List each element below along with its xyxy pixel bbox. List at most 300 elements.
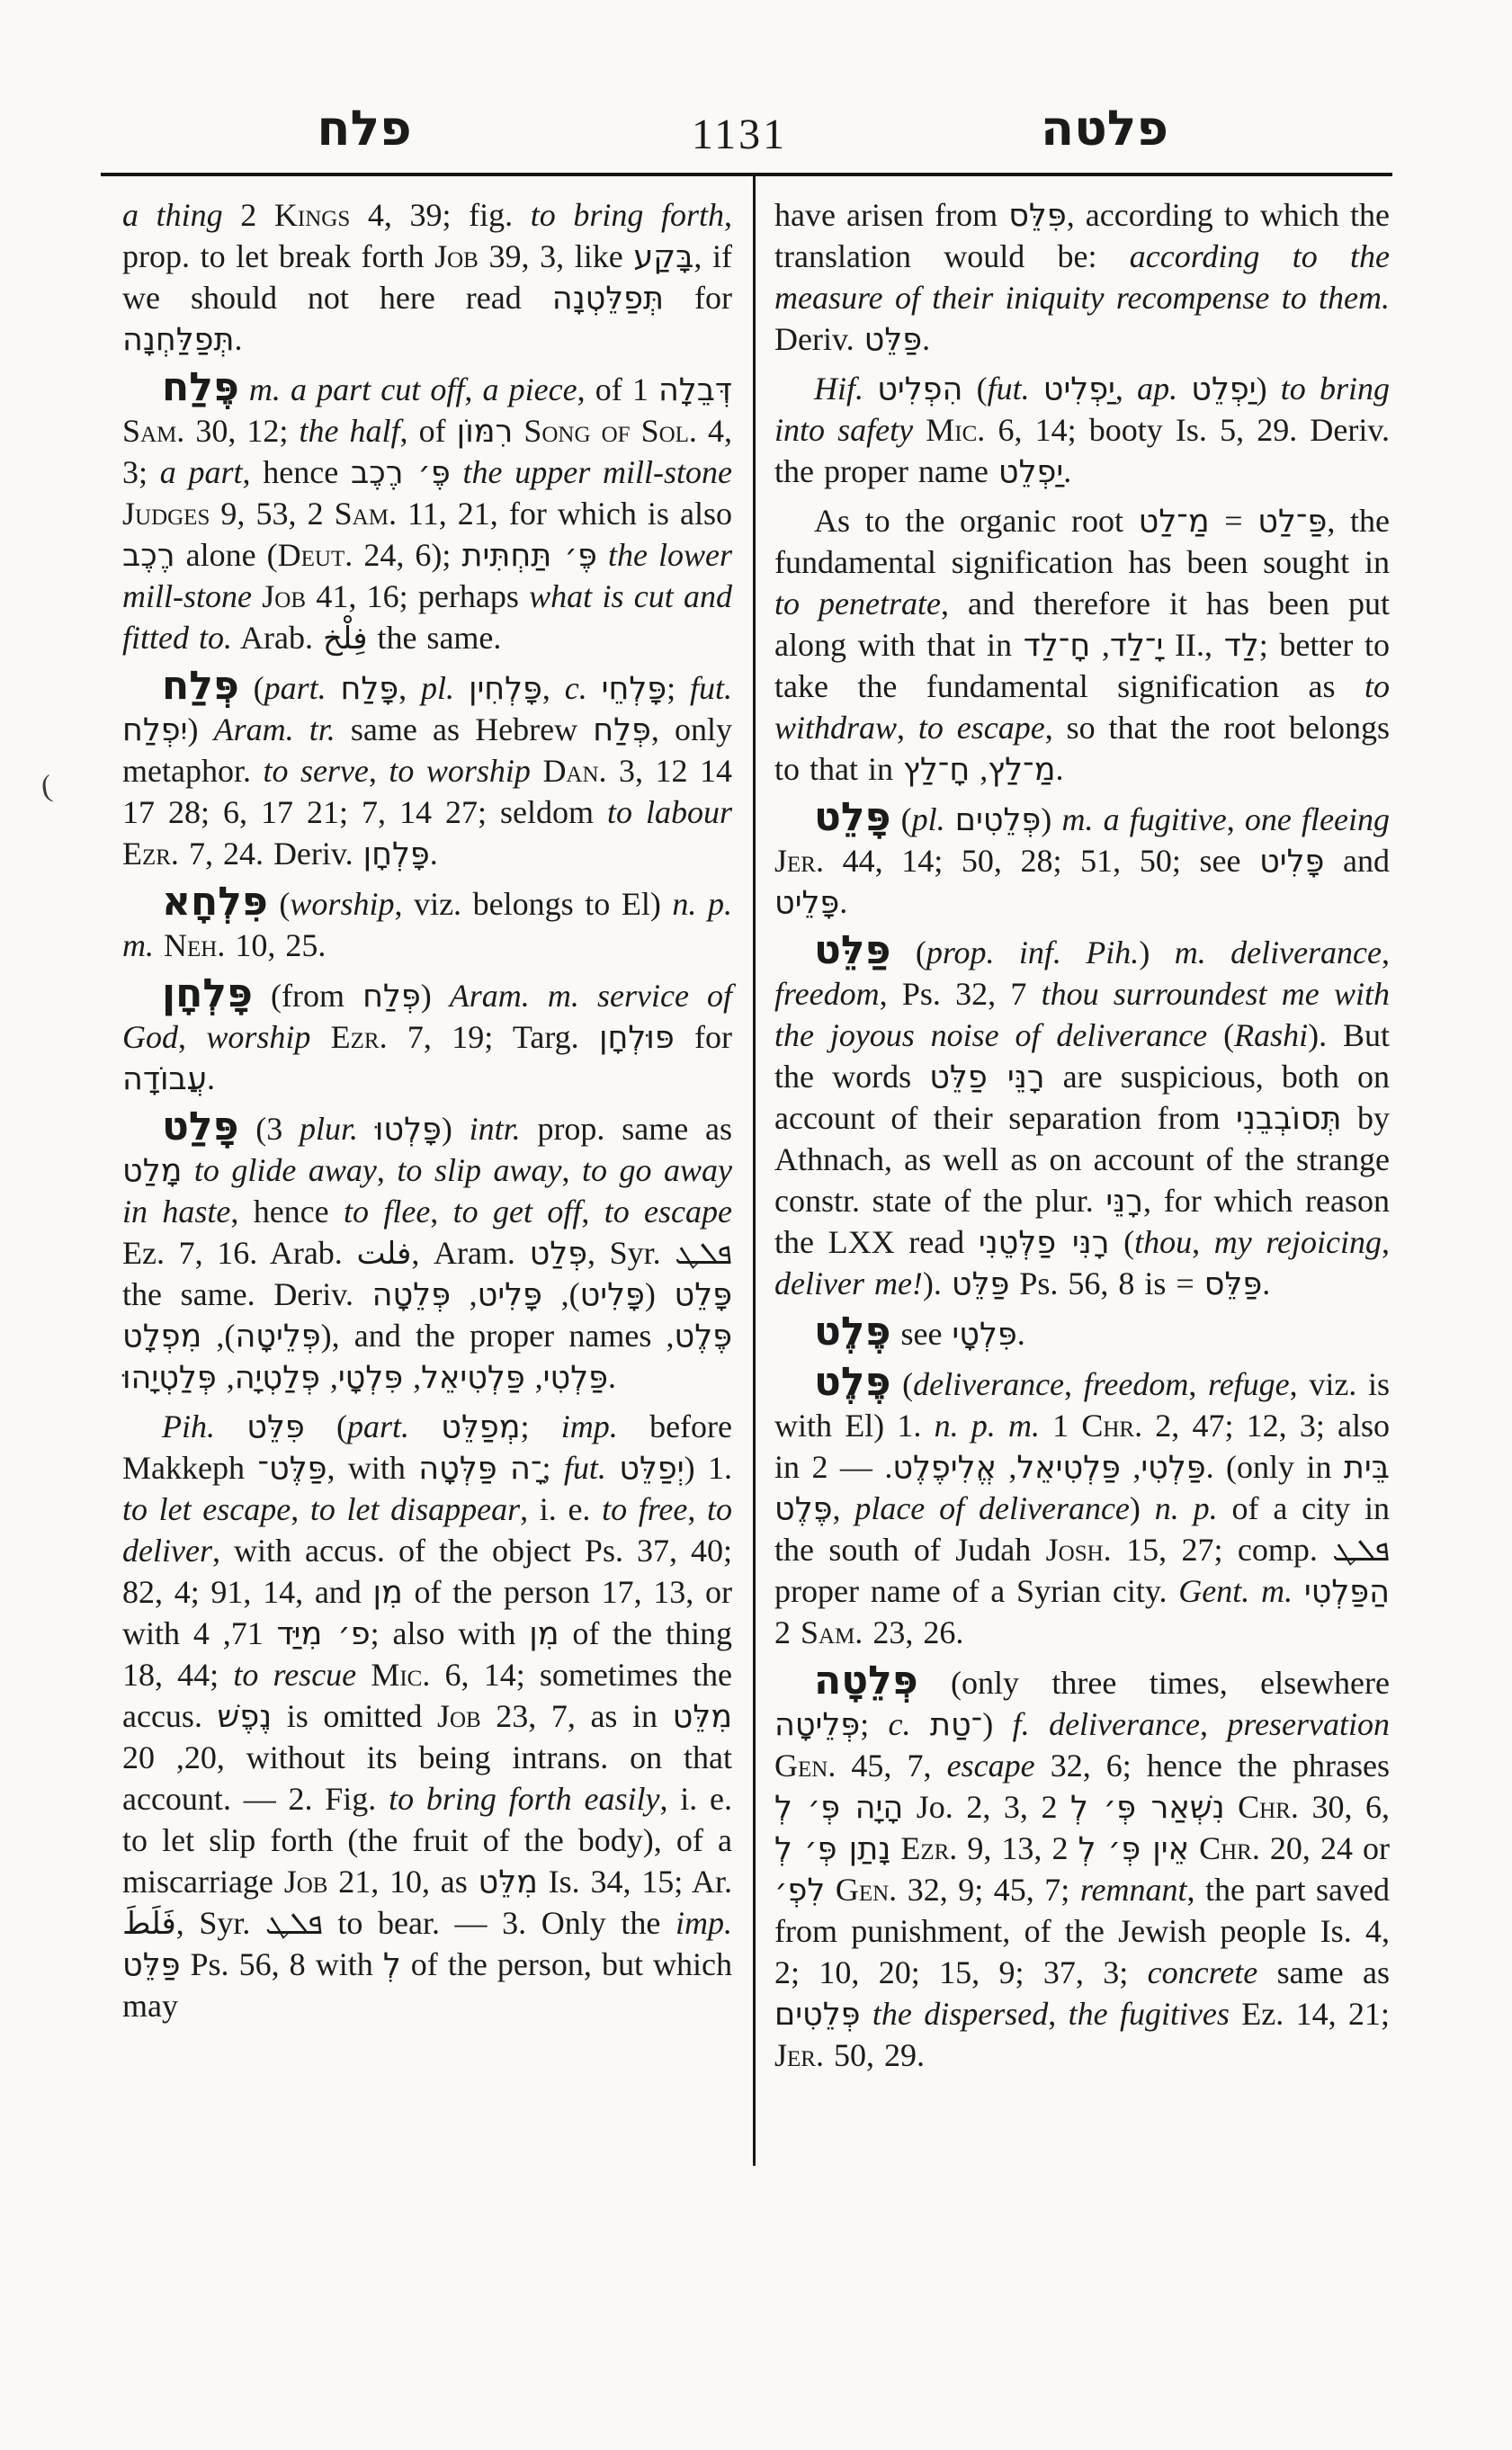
smallcaps-run: Job	[434, 238, 479, 274]
text-run: same as Hebrew	[335, 711, 594, 747]
text-run: As to the organic root	[814, 503, 1139, 539]
italic-run: a fugitive	[1103, 801, 1227, 837]
text-run: (	[267, 886, 291, 922]
text-run	[154, 927, 164, 963]
text-run: of a city in the south of Judah	[774, 1490, 1391, 1568]
hebrew-run: פָּלִיט	[579, 1277, 645, 1313]
text-run: of the person 17, 13, or with	[122, 1574, 732, 1651]
text-run: by Athnach, as well as on account of the strange constr. state of the plur.	[774, 1100, 1390, 1219]
hebrew-run: לְ	[382, 1947, 401, 1983]
text-run: ,	[1120, 1449, 1141, 1485]
smallcaps-run: Neh.	[164, 927, 226, 963]
smallcaps-run: Ezr.	[330, 1019, 388, 1055]
text-run: 30, 6,	[1298, 1789, 1391, 1825]
hebrew-run: פְּלֵיטָה	[235, 1319, 321, 1355]
text-run: .	[207, 1060, 215, 1096]
continuation-palach-verb	[122, 194, 732, 360]
italic-run: freedom	[1083, 1366, 1189, 1402]
text-run: , hence	[242, 454, 351, 490]
italic-run: to bring forth	[530, 197, 725, 233]
italic-run: thou surroundest me with the joyous noise of deliverance	[774, 976, 1390, 1053]
text-run: 7, 24. Deriv.	[178, 836, 363, 872]
arabic-run: فلت	[356, 1236, 412, 1272]
hebrew-run: יַפְלִיט	[1042, 371, 1115, 407]
text-run: ,	[291, 1491, 310, 1527]
text-run	[327, 670, 341, 706]
text-run: ),	[201, 1318, 236, 1354]
text-run: .	[429, 836, 438, 872]
text-run	[451, 454, 463, 490]
text-run	[890, 1830, 900, 1866]
text-run: 21, 10, as	[327, 1864, 479, 1900]
italic-run: to labour	[606, 794, 732, 830]
entry-pelach-aramaic-verb	[122, 663, 733, 874]
text-run: 7, 19; Targ.	[387, 1019, 599, 1055]
text-run: Arab.	[232, 620, 323, 656]
italic-run: to bring forth easily	[389, 1781, 660, 1817]
italic-run: f.	[1012, 1706, 1030, 1742]
smallcaps-run: Gen.	[774, 1748, 837, 1784]
hebrew-run: רָנֵּי	[1105, 1184, 1144, 1220]
italic-run: freedom	[774, 976, 880, 1012]
text-run: ,	[1090, 627, 1110, 663]
text-run: .	[1016, 1316, 1025, 1352]
hebrew-run: פָּלִיט	[1259, 844, 1325, 880]
entry-pelach-noun	[122, 364, 733, 658]
italic-run: fut.	[987, 371, 1030, 407]
hebrew-run: פֶּ׳ רֶכֶב	[351, 455, 451, 491]
text-run	[825, 1872, 836, 1908]
text-run: Is. 34, 15; Ar.	[537, 1864, 733, 1900]
italic-run: c.	[564, 670, 587, 706]
syriac-run: ܦܠܛ	[1332, 1533, 1391, 1569]
smallcaps-run: Jer.	[774, 2037, 824, 2073]
syriac-run: ܦܠܛ	[675, 1236, 732, 1272]
hebrew-run: פְּלַטְיָהוּ	[122, 1360, 217, 1396]
italic-run: deliverance	[913, 1366, 1065, 1402]
hebrew-headword: פָּלֵט	[814, 794, 891, 840]
text-run: 4, 39; fig.	[350, 197, 531, 233]
italic-run: to get off	[452, 1194, 582, 1229]
text-run: .	[1055, 751, 1064, 787]
italic-run: what is cut and fitted to.	[122, 578, 733, 656]
hebrew-headword: פֶּלֶט	[814, 1309, 891, 1355]
italic-run: ap.	[1137, 371, 1178, 407]
text-run: , and the proper names	[331, 1318, 667, 1354]
smallcaps-run: Ezr.	[122, 836, 179, 872]
hebrew-run: רָנֵּי פַלֵּט	[929, 1060, 1045, 1095]
text-run: ,	[541, 670, 565, 706]
smallcaps-run: Mic.	[371, 1657, 431, 1693]
italic-run: deliver me!	[774, 1265, 923, 1301]
italic-run: to let escape	[122, 1491, 291, 1527]
text-run	[1030, 371, 1043, 407]
hebrew-run: פִּלְטָי	[337, 1360, 404, 1396]
entry-palat-piel	[122, 1406, 732, 2026]
hebrew-run: לַד	[1223, 628, 1259, 664]
text-run: 11, 21, for which is also	[396, 496, 732, 532]
text-run: )	[1139, 934, 1175, 970]
text-run	[215, 1408, 246, 1444]
italic-run: worship	[206, 1019, 311, 1055]
hebrew-run: פָּלִיט	[477, 1277, 542, 1313]
text-run: ,	[376, 1152, 398, 1188]
text-run: )	[1129, 1490, 1155, 1526]
hebrew-run: בֵּית פֶּלֶט	[774, 1450, 1390, 1527]
text-run: , according to which the translation would be:	[774, 197, 1390, 274]
syriac-run: ܦܠܛ	[265, 1906, 323, 1942]
text-run: ;	[667, 670, 690, 706]
text-run: have arisen from	[774, 197, 1009, 233]
text-run: 44, 14; 50, 28; 51, 50; see	[823, 843, 1260, 879]
hebrew-run: הִפְלִיט	[877, 371, 963, 407]
hebrew-run: יַפְלֵט	[1191, 371, 1257, 407]
text-run: ) 1.	[684, 1450, 732, 1486]
text-run: , so that the root belongs to that in	[774, 710, 1391, 787]
hebrew-run: יִפְלַח	[122, 712, 188, 748]
hebrew-run: פְּלַח	[593, 712, 651, 748]
italic-run: to flee	[343, 1194, 431, 1229]
hebrew-run: פ׳ מִיַּד	[276, 1616, 371, 1652]
hebrew-run: פַּלֵּט	[122, 1947, 181, 1983]
smallcaps-run: Gen.	[835, 1872, 898, 1908]
text-run: see	[890, 1316, 953, 1352]
hebrew-run: מִלֵּט	[478, 1864, 538, 1900]
text-run	[1030, 1706, 1049, 1742]
text-run: , Ps. 32, 7	[879, 976, 1042, 1012]
italic-run: c.	[888, 1706, 911, 1742]
text-run: Ez. 7, 16. Arab.	[122, 1235, 357, 1271]
text-run: proper name of a Syrian city.	[774, 1573, 1179, 1609]
entry-palat-verb	[122, 1104, 733, 1398]
text-run: Ps. 56, 8 is =	[1009, 1265, 1204, 1301]
hebrew-run: פְּלַטְיָה	[234, 1360, 320, 1396]
italic-run: to bring into safety	[774, 371, 1390, 448]
text-run: the same.	[367, 620, 502, 656]
text-run: (	[238, 670, 264, 706]
italic-run: to go away in haste	[122, 1152, 733, 1229]
smallcaps-run: Dan.	[542, 753, 607, 789]
text-run: are suspicious, both on account of their separation from	[774, 1059, 1390, 1136]
hebrew-run: פָּלְחֵי	[601, 671, 667, 707]
text-run: for	[674, 1019, 732, 1055]
text-run: ,	[666, 1318, 675, 1354]
hebrew-run: תְּסוֹבְבֵנִי	[1236, 1101, 1342, 1137]
text-run: , for which reason the LXX read	[774, 1183, 1390, 1260]
text-run: , viz. is with El) 1.	[774, 1366, 1390, 1444]
hebrew-run: פָּלְחִין	[468, 671, 542, 707]
hebrew-run: ־טַת	[929, 1707, 983, 1743]
text-run: ,	[1114, 371, 1138, 407]
text-run: 2	[1051, 1830, 1200, 1866]
hebrew-run: רָנִּי פַלְּטֵנִי	[978, 1225, 1110, 1261]
page-number: 1131	[691, 111, 788, 158]
text-run: , hence	[230, 1194, 344, 1229]
smallcaps-run: Kings	[273, 197, 351, 233]
text-run: same as	[1257, 1954, 1390, 1990]
text-run: (	[1207, 1017, 1235, 1053]
text-run: ,	[581, 1194, 604, 1229]
smallcaps-run: Sam.	[334, 496, 397, 532]
smallcaps-run: Chr.	[1081, 1408, 1143, 1444]
text-run: ,	[1226, 801, 1245, 837]
entry-palat-hifil	[774, 368, 1390, 492]
text-run: , the fundamental signification has been sought in	[774, 503, 1390, 580]
text-run: .	[1262, 1265, 1271, 1301]
text-run: 2	[1041, 1789, 1239, 1825]
italic-run: to worship	[389, 753, 531, 789]
italic-run: concrete	[1147, 1954, 1258, 1990]
text-run: 4, 3;	[122, 413, 732, 490]
entry-peletah-noun	[774, 1658, 1391, 2076]
text-run: 2	[240, 197, 274, 233]
hebrew-run: פַּ־לַט	[1257, 504, 1328, 540]
italic-run: m.	[1061, 801, 1094, 837]
hebrew-run: פִּלֵּס	[1008, 198, 1067, 234]
text-run: 15, 27; comp.	[1111, 1532, 1333, 1568]
text-run: .	[1063, 453, 1072, 489]
italic-run: service of God	[122, 978, 733, 1055]
hebrew-run: חָ־לַץ	[903, 752, 971, 788]
hebrew-run: יַפְלֵט	[998, 454, 1064, 490]
italic-run: imp.	[675, 1905, 732, 1941]
hebrew-run: פָּלְטוּ	[374, 1112, 442, 1148]
continuation-palat-piel	[774, 194, 1390, 360]
hebrew-run: מַ־לַץ	[988, 752, 1056, 788]
text-run: 2, 47; 12, 3; also in	[774, 1408, 1391, 1485]
text-run	[606, 1450, 619, 1486]
hebrew-run: אֵין פְּ׳ לְ	[1078, 1831, 1190, 1867]
text-run: (3	[238, 1111, 300, 1147]
text-run: 1	[631, 371, 658, 407]
italic-run: thou	[1134, 1224, 1193, 1260]
text-run: , and therefore it has been put along with that in	[774, 586, 1390, 663]
text-run: for	[664, 280, 732, 316]
italic-run: part.	[347, 1408, 410, 1444]
hebrew-headword: פָּלְחָן	[162, 970, 253, 1016]
text-run: 32, 9; 45, 7;	[897, 1872, 1080, 1908]
italic-run: preservation	[1227, 1706, 1391, 1742]
text-run: ,	[1199, 1706, 1228, 1742]
smallcaps-run: Job	[262, 578, 307, 614]
text-run: ,	[1064, 1366, 1084, 1402]
text-run: (	[890, 801, 912, 837]
text-run: ,	[1192, 1224, 1214, 1260]
hebrew-headword: פְּלַח	[162, 663, 239, 709]
text-run	[531, 753, 543, 789]
text-run	[454, 670, 469, 706]
hebrew-run: בָּקַע	[633, 239, 694, 275]
text-run: 20, 20, without its being intrans. on that account. — 2. Fig.	[122, 1739, 733, 1817]
hebrew-run: אֱלִיפֶלֶט	[892, 1450, 997, 1486]
text-run: , prop. to let break forth	[122, 197, 733, 274]
text-run	[409, 1408, 441, 1444]
text-run: (	[890, 934, 926, 970]
paragraph-organic-root	[774, 500, 1390, 790]
italic-run: n. p. m.	[122, 886, 733, 963]
italic-run: deliverance	[1230, 934, 1382, 970]
text-run: Deriv.	[774, 321, 864, 357]
hebrew-run: פַּלֶּט־	[257, 1451, 327, 1487]
text-run: Jo. 2, 3,	[903, 1789, 1042, 1825]
hebrew-run: לִפְ׳	[774, 1873, 826, 1909]
text-run: .	[922, 321, 931, 357]
text-run	[1206, 934, 1230, 970]
text-run: (	[962, 371, 988, 407]
text-run	[239, 371, 249, 407]
italic-run: my rejoicing	[1213, 1224, 1382, 1260]
smallcaps-run: Josh.	[1045, 1532, 1112, 1568]
text-run: )	[1256, 371, 1281, 407]
text-run: ,	[216, 1359, 235, 1395]
text-run: ;	[860, 1706, 889, 1742]
text-run: 20, 24 or	[1259, 1830, 1391, 1866]
italic-run: n. p. m.	[934, 1408, 1040, 1444]
smallcaps-run: Sam.	[801, 1614, 863, 1650]
hebrew-run: תְּפַלֵּטְנָה	[551, 281, 665, 317]
hebrew-run: פַּלְטִי	[542, 1360, 608, 1396]
hebrew-headword: פָּלַט	[162, 1104, 239, 1149]
italic-run: prop. inf. Pih.	[926, 934, 1140, 970]
text-run: ,	[1381, 1224, 1390, 1260]
italic-run: intr.	[469, 1111, 521, 1147]
smallcaps-run: Chr.	[1238, 1789, 1299, 1825]
text-run: (	[644, 1276, 675, 1312]
italic-run: plur.	[300, 1111, 359, 1147]
italic-run: n. p.	[1154, 1490, 1218, 1526]
smallcaps-run: Jer.	[774, 843, 824, 879]
text-run: , Syr.	[175, 1905, 266, 1941]
text-run: 1	[1039, 1408, 1082, 1444]
hebrew-run: נִשְׁאַר פְּ׳ לְ	[1070, 1790, 1225, 1826]
smallcaps-run: Job	[283, 1864, 328, 1900]
scan-ink-artifact: (	[39, 769, 54, 804]
left-column	[122, 194, 732, 2026]
hebrew-run: רֶכֶב	[122, 538, 175, 574]
text-run: .	[234, 321, 243, 357]
text-run: 39, 3, like	[478, 238, 634, 274]
hebrew-run: פְּלֵטִים	[774, 1997, 861, 2033]
text-run	[579, 978, 597, 1014]
text-run: . — 2. (only in	[811, 1449, 1344, 1485]
text-run	[356, 1657, 371, 1693]
text-run: , of	[577, 371, 632, 407]
hebrew-run: פּוּלְחָן	[599, 1020, 675, 1056]
italic-run: the upper mill-stone	[462, 454, 733, 490]
italic-run: a thing	[122, 197, 241, 233]
text-run: ,	[1382, 934, 1391, 970]
italic-run: to penetrate	[774, 586, 941, 621]
italic-run: to let disappear	[309, 1491, 521, 1527]
smallcaps-run: Song of Sol.	[523, 413, 697, 449]
text-run: ,	[996, 1449, 1017, 1485]
hebrew-run: פָּלֵט	[674, 1277, 732, 1313]
hebrew-run: פַּלְּטָה	[418, 1451, 497, 1487]
arabic-run: فِلْخ	[322, 621, 368, 657]
text-run: ,	[1048, 1996, 1069, 2032]
text-run: before Makkeph	[122, 1408, 733, 1486]
text-run: ,	[368, 753, 389, 789]
italic-run: fut.	[689, 670, 732, 706]
text-run: 50, 29.	[823, 2037, 925, 2073]
hebrew-run: פַּלְטִיאֵל	[421, 1360, 525, 1396]
text-run: (from	[252, 978, 363, 1014]
italic-run: fut.	[563, 1450, 606, 1486]
text-run: ,	[464, 371, 483, 407]
text-run: , with	[327, 1450, 419, 1486]
hebrew-run: פָּלְחָן	[362, 836, 430, 872]
text-run: , if we should not here read	[122, 238, 733, 316]
text-run: 3, 12 14 17 28; 6, 17 21; 7, 14 27; seldom	[122, 753, 733, 830]
italic-run: the fugitives	[1068, 1996, 1230, 2032]
hebrew-run: פַּלֵּט	[863, 322, 923, 358]
hebrew-headword: פֶּלֶט	[814, 1359, 891, 1405]
hebrew-run: תְּפַלַּחְנָה	[122, 322, 235, 358]
hebrew-run: פַּלֵּס	[1203, 1266, 1263, 1302]
hebrew-run: פָּלֵיט	[774, 885, 840, 921]
entry-pallet-deliverance	[774, 927, 1391, 1304]
hebrew-run: פְּלֵטָה	[371, 1277, 451, 1313]
italic-run: to glide away	[193, 1152, 377, 1188]
text-run: )	[420, 978, 450, 1014]
text-run	[945, 801, 955, 837]
text-run: Ez. 14, 21;	[1229, 1996, 1390, 2032]
running-head-left-keyword: פלח	[317, 100, 412, 156]
text-run: )	[441, 1111, 470, 1147]
italic-run: a part	[159, 454, 243, 490]
italic-run: deliverance	[1049, 1706, 1200, 1742]
text-run: ,	[832, 1490, 855, 1526]
hebrew-run: פֶּ׳ תַּחְתִּית	[461, 538, 597, 574]
text-run: ,	[319, 1359, 338, 1395]
text-run	[863, 371, 877, 407]
text-run: of the person, but which may	[122, 1946, 732, 2024]
text-run: ,	[398, 670, 422, 706]
hebrew-run: יָ־לַד	[1109, 628, 1164, 664]
text-run: alone (	[174, 537, 278, 573]
text-run: 9, 13,	[957, 1830, 1052, 1866]
italic-run: to free	[602, 1491, 688, 1527]
italic-run: a piece	[482, 371, 577, 407]
italic-run: one fleeing	[1244, 801, 1391, 837]
smallcaps-run: Deut.	[277, 537, 353, 573]
text-run: ,	[970, 751, 989, 787]
italic-run: to escape	[917, 710, 1045, 746]
text-run	[182, 1152, 194, 1188]
hebrew-run: נָתַן פְּ׳ לְ	[774, 1831, 891, 1867]
text-run: ,	[524, 1359, 543, 1395]
text-run	[513, 413, 523, 449]
running-head-right-keyword: פלטה	[1041, 100, 1168, 156]
hebrew-run: מְפַלֵּט	[441, 1409, 521, 1445]
italic-run: remnant	[1079, 1872, 1187, 1908]
text-run	[281, 371, 291, 407]
text-run: .	[607, 1359, 616, 1395]
italic-run: Gent. m.	[1178, 1573, 1293, 1609]
text-run	[252, 578, 262, 614]
text-run	[597, 537, 608, 573]
text-run	[310, 1019, 330, 1055]
hebrew-run: פִּלֵּט	[246, 1409, 305, 1445]
hebrew-headword: פְּלֵטָה	[814, 1658, 918, 1703]
text-run: )	[982, 1706, 1013, 1742]
arabic-run: فَلَطَ	[122, 1906, 176, 1942]
text-run	[913, 412, 926, 448]
hebrew-run: דְּבֵלָה	[658, 372, 733, 408]
hebrew-headword: פִּלְחָא	[162, 879, 268, 925]
smallcaps-run: Job	[436, 1698, 481, 1734]
italic-run: place of deliverance	[854, 1490, 1130, 1526]
